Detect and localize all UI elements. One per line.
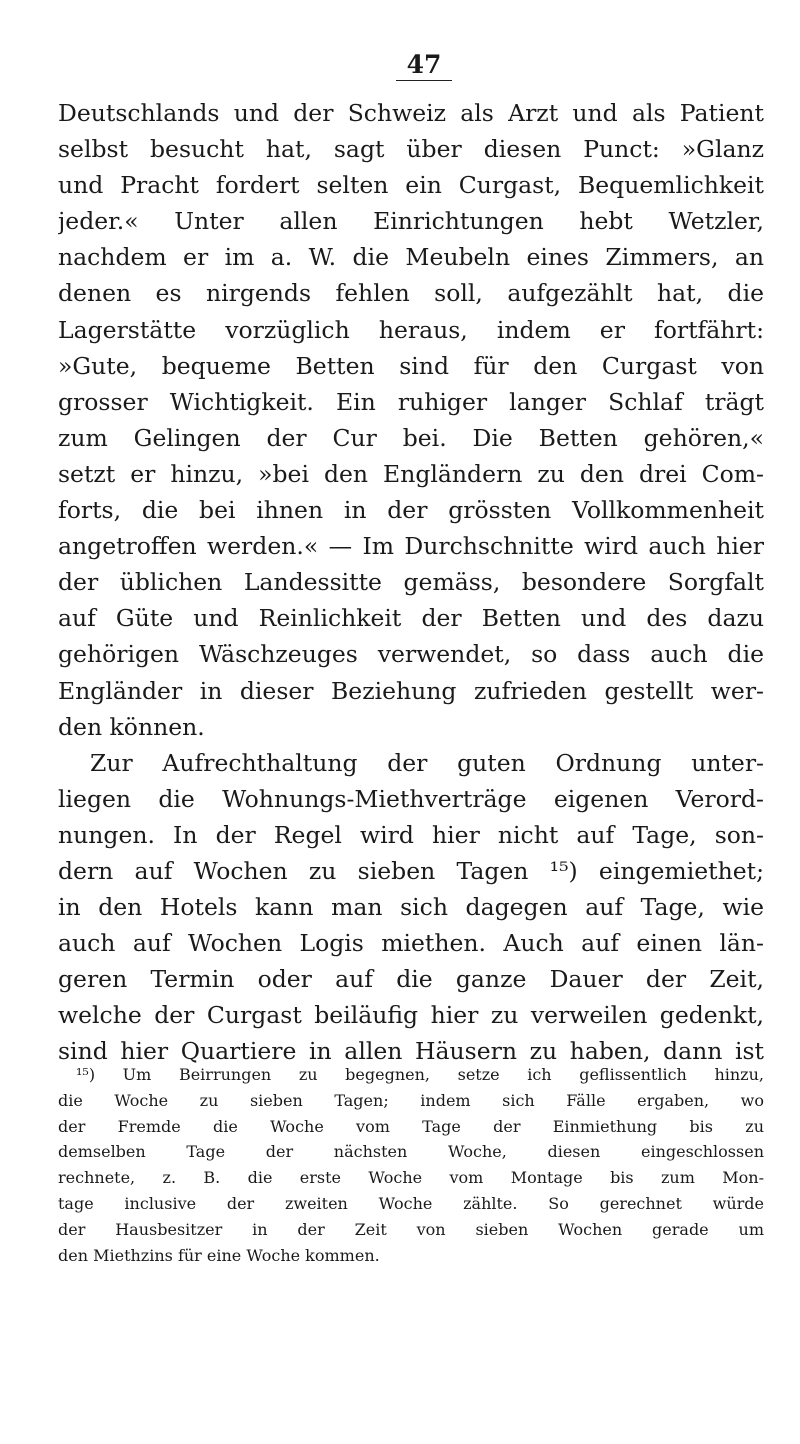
- footnote-line: der Hausbesitzer in der Zeit von sieben Wochen gerade um: [58, 1219, 764, 1239]
- text-line: geren Termin oder auf die ganze Dauer der Zeit,: [58, 965, 764, 994]
- text-line: den können.: [58, 712, 205, 741]
- text-line: dern auf Wochen zu sieben Tagen ¹⁵) eingemiethet;: [58, 856, 764, 885]
- text-line: gehörigen Wäschzeuges verwendet, so dass auch die: [58, 640, 764, 669]
- text-line: auch auf Wochen Logis miethen. Auch auf einen län-: [58, 929, 764, 958]
- main-text-block: [58, 95, 764, 1070]
- text-line: setzt er hinzu, »bei den Engländern zu den drei Com-: [58, 459, 764, 488]
- footnote-line: die Woche zu sieben Tagen; indem sich Fälle ergaben, wo: [58, 1090, 764, 1110]
- text-line: denen es nirgends fehlen soll, aufgezählt hat, die: [58, 279, 764, 308]
- text-line: nungen. In der Regel wird hier nicht auf Tage, son-: [58, 820, 764, 849]
- footnote-block: [58, 1062, 764, 1268]
- footnote-line: den Miethzins für eine Woche kommen.: [58, 1245, 380, 1265]
- text-line: Engländer in dieser Beziehung zufrieden gestellt wer-: [58, 676, 764, 705]
- text-line: in den Hotels kann man sich dagegen auf Tage, wie: [58, 893, 764, 922]
- text-line: nachdem er im a. W. die Meubeln eines Zimmers, an: [58, 243, 764, 272]
- text-line: der üblichen Landessitte gemäss, besondere Sorgfalt: [58, 568, 764, 597]
- footnote-line: der Fremde die Woche vom Tage der Einmiethung bis zu: [58, 1116, 764, 1136]
- text-line: grosser Wichtigkeit. Ein ruhiger langer Schlaf trägt: [58, 387, 764, 416]
- footnote-line: ¹⁵) Um Beirrungen zu begegnen, setze ich geflissentlich hinzu,: [76, 1065, 764, 1084]
- text-line: selbst besucht hat, sagt über diesen Punct: »Glanz: [58, 135, 764, 164]
- page-number: 47: [396, 50, 452, 81]
- footnote-line: demselben Tage der nächsten Woche, diesen eingeschlossen: [58, 1142, 764, 1162]
- text-line: zum Gelingen der Cur bei. Die Betten gehören,«: [58, 423, 764, 452]
- text-line: angetroffen werden.« — Im Durchschnitte wird auch hier: [58, 532, 764, 561]
- text-line: jeder.« Unter allen Einrichtungen hebt Wetzler,: [58, 207, 764, 236]
- text-line: welche der Curgast beiläufig hier zu verweilen gedenkt,: [58, 1001, 764, 1030]
- text-line: Deutschlands und der Schweiz als Arzt und als Patient: [58, 99, 764, 127]
- text-line: sind hier Quartiere in allen Häusern zu haben, dann ist: [58, 1037, 764, 1066]
- footnote-line: tage inclusive der zweiten Woche zählte. So gerechnet würde: [58, 1193, 764, 1213]
- paragraph-start-line: Zur Aufrechthaltung der guten Ordnung unter-: [90, 748, 764, 777]
- text-line: auf Güte und Reinlichkeit der Betten und des dazu: [58, 604, 764, 633]
- text-line: und Pracht fordert selten ein Curgast, Bequemlichkeit: [58, 171, 764, 200]
- footnote-line: rechnete, z. B. die erste Woche vom Montage bis zum Mon-: [58, 1168, 764, 1188]
- text-line: liegen die Wohnungs-Miethverträge eigenen Verord-: [58, 784, 764, 813]
- text-line: Lagerstätte vorzüglich heraus, indem er fortfährt:: [58, 315, 764, 344]
- text-line: forts, die bei ihnen in der grössten Vollkommenheit: [58, 496, 764, 525]
- text-line: »Gute, bequeme Betten sind für den Curgast von: [58, 351, 764, 380]
